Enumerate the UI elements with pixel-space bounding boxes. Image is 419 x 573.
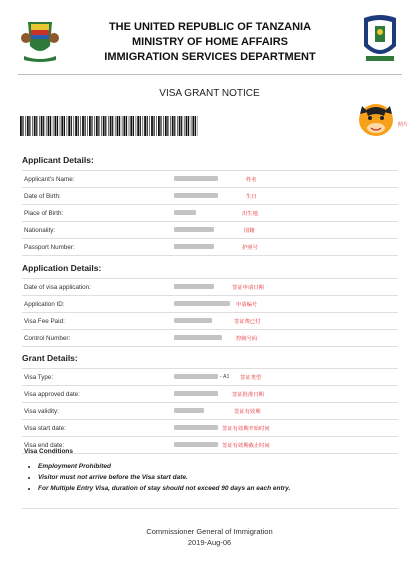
barcode-bar (98, 116, 99, 136)
field-annotation: 申请编号 (236, 302, 258, 308)
field-annotation: 国籍 (244, 228, 255, 234)
notice-title: VISA GRANT NOTICE (159, 88, 260, 99)
barcode-bar (119, 116, 120, 136)
table-row (22, 403, 398, 420)
barcode-bar (55, 116, 57, 136)
field-annotation: 护照号 (242, 245, 258, 251)
department-name: IMMIGRATION SERVICES DEPARTMENT (104, 51, 316, 63)
barcode-bar (36, 116, 37, 136)
barcode-bar (140, 116, 141, 136)
barcode-bar (112, 116, 113, 136)
field-label: Visa start date: (24, 425, 66, 432)
redacted-value (174, 244, 214, 249)
applicant-details-section (22, 154, 398, 256)
barcode-bar (160, 116, 161, 136)
barcode-bar (191, 116, 192, 136)
table-row (22, 368, 398, 386)
field-annotation: 签证费已付 (234, 319, 261, 325)
barcode-bar (87, 116, 88, 136)
table-row (22, 205, 398, 222)
letterhead-title (70, 20, 350, 65)
barcode-bar (137, 116, 139, 136)
barcode-bar (22, 116, 23, 136)
barcode-bar (34, 116, 36, 136)
table-row (22, 313, 398, 330)
barcode-bar (151, 116, 153, 136)
barcode-bar (50, 116, 51, 136)
field-annotation: 签证类型 (240, 375, 262, 381)
barcode-bar (78, 116, 79, 136)
barcode-bar (89, 116, 91, 136)
barcode-bar (96, 116, 98, 136)
application-details-heading: Application Details: (22, 263, 102, 273)
field-label: Date of Birth: (24, 193, 61, 200)
barcode-bar (188, 116, 189, 136)
grant-details-table (22, 368, 398, 454)
redacted-value (174, 408, 204, 413)
barcode-bar (181, 116, 182, 136)
barcode-bar (108, 116, 109, 136)
visa-conditions (22, 448, 398, 509)
barcode-bar (60, 116, 61, 136)
field-label: Visa approved date: (24, 391, 80, 398)
table-row (22, 188, 398, 205)
field-annotation: 签证有效期开始时间 (222, 426, 270, 432)
barcode-bar (117, 116, 119, 136)
table-row (22, 330, 398, 347)
field-annotation: 生日 (246, 194, 257, 200)
redacted-value (174, 391, 218, 396)
redacted-value (174, 193, 218, 198)
barcode-bar (147, 116, 148, 136)
field-annotation: 签证有效期 (234, 409, 261, 415)
barcode-bar (27, 116, 29, 136)
barcode-bar (126, 116, 127, 136)
table-row (22, 222, 398, 239)
redacted-value (174, 227, 214, 232)
table-row (22, 386, 398, 403)
barcode-bar (186, 116, 188, 136)
redacted-value (174, 176, 218, 181)
barcode-bar (179, 116, 181, 136)
field-annotation: 姓名 (246, 177, 257, 183)
barcode-bar (82, 116, 84, 136)
barcode-bar (80, 116, 81, 136)
field-label: Visa Type: (24, 374, 54, 381)
barcode-bar (167, 116, 168, 136)
barcode-bar (53, 116, 54, 136)
barcode-bar (43, 116, 44, 136)
barcode-bar (122, 116, 123, 136)
barcode-bar (20, 116, 22, 136)
visa-conditions-list (22, 461, 398, 494)
redacted-value (174, 425, 218, 430)
field-label: Applicant's Name: (24, 176, 75, 183)
barcode-bar (103, 116, 105, 136)
barcode-bar (149, 116, 150, 136)
barcode-bar (136, 116, 137, 136)
barcode-bar (195, 116, 196, 136)
immigration-badge-icon (358, 14, 402, 64)
country-name: THE UNITED REPUBLIC OF TANZANIA (108, 21, 312, 33)
barcode-bar (193, 116, 195, 136)
field-label: Control Number: (24, 335, 71, 342)
barcode-bar (174, 116, 175, 136)
list-item: • Visitor must not arrive before the Visa start date. (38, 472, 398, 483)
table-row (22, 278, 398, 296)
barcode-bar (64, 116, 65, 136)
redacted-value (174, 442, 218, 447)
barcode-bar (110, 116, 112, 136)
field-label: Visa Fee Paid: (24, 318, 65, 325)
field-annotation: 出生地 (242, 211, 258, 217)
barcode-bar (29, 116, 30, 136)
redacted-value (174, 301, 230, 306)
grant-details-heading: Grant Details: (22, 353, 78, 363)
tanzania-coat-of-arms-icon (20, 16, 60, 64)
cartoon-cow-sticker-icon (356, 100, 396, 140)
barcode-bar (170, 116, 171, 136)
visa-type-suffix: - A1 (220, 374, 230, 380)
redacted-value (174, 318, 212, 323)
barcode-bar (105, 116, 106, 136)
application-details-table (22, 278, 398, 347)
field-label: Application ID: (24, 301, 65, 308)
table-row (22, 420, 398, 437)
field-label: Visa end date: (24, 442, 65, 449)
redacted-value (174, 210, 196, 215)
signatory-title: Commissioner General of Immigration (146, 527, 273, 536)
list-item: • For Multiple Entry Visa, duration of stay should not exceed 90 days an each entry. (38, 483, 398, 494)
list-item: • Employment Prohibited (38, 461, 398, 472)
barcode-bar (158, 116, 160, 136)
barcode-bar (133, 116, 134, 136)
field-label: Place of Birth: (24, 210, 64, 217)
letterhead (0, 0, 419, 80)
table-row (22, 170, 398, 188)
signature-block (0, 526, 419, 548)
barcode-bar (115, 116, 116, 136)
barcode-bar (101, 116, 102, 136)
barcode-bar (184, 116, 185, 136)
barcode-bar (91, 116, 92, 136)
barcode-bar (129, 116, 130, 136)
barcode-bar (74, 116, 75, 136)
barcode-bar (39, 116, 40, 136)
redacted-value (174, 335, 222, 340)
barcode-bar (165, 116, 167, 136)
barcode-bar (41, 116, 43, 136)
barcode-bar (61, 116, 63, 136)
barcode-bar (25, 116, 26, 136)
barcode-bar (67, 116, 68, 136)
barcode-bar (144, 116, 146, 136)
applicant-details-heading: Applicant Details: (22, 155, 94, 165)
issue-date: 2019-Aug-06 (187, 538, 232, 547)
redacted-value (174, 374, 218, 379)
redacted-value (174, 284, 214, 289)
barcode-bar (48, 116, 50, 136)
barcode-bar (32, 116, 33, 136)
barcode-bar (177, 116, 178, 136)
field-annotation: 签证批准日期 (232, 392, 264, 398)
barcode-bar (143, 116, 144, 136)
table-row (22, 296, 398, 313)
barcode (20, 116, 198, 136)
field-label: Passport Number: (24, 244, 75, 251)
field-label: Nationality: (24, 227, 56, 234)
barcode-bar (124, 116, 126, 136)
photo-label: 照片 (398, 122, 409, 128)
field-label: Visa validity: (24, 408, 59, 415)
visa-conditions-heading: Visa Conditions (24, 448, 73, 455)
barcode-bar (57, 116, 58, 136)
field-annotation: 控制号码 (236, 336, 258, 342)
barcode-bar (156, 116, 157, 136)
application-details-section (22, 262, 398, 347)
field-annotation: 签证申请日期 (232, 285, 264, 291)
barcode-bar (85, 116, 86, 136)
header-divider (18, 74, 402, 75)
barcode-bar (46, 116, 47, 136)
barcode-bar (68, 116, 70, 136)
barcode-bar (71, 116, 72, 136)
field-label: Date of visa application: (24, 284, 91, 291)
barcode-bar (94, 116, 95, 136)
ministry-name: MINISTRY OF HOME AFFAIRS (131, 36, 289, 48)
grant-details-section (22, 352, 398, 454)
applicant-details-table (22, 170, 398, 256)
field-annotation: 签证有效期截止时间 (222, 443, 270, 449)
barcode-bar (154, 116, 155, 136)
table-row (22, 239, 398, 256)
barcode-bar (130, 116, 132, 136)
barcode-bar (163, 116, 164, 136)
barcode-bar (172, 116, 174, 136)
barcode-bar (75, 116, 77, 136)
